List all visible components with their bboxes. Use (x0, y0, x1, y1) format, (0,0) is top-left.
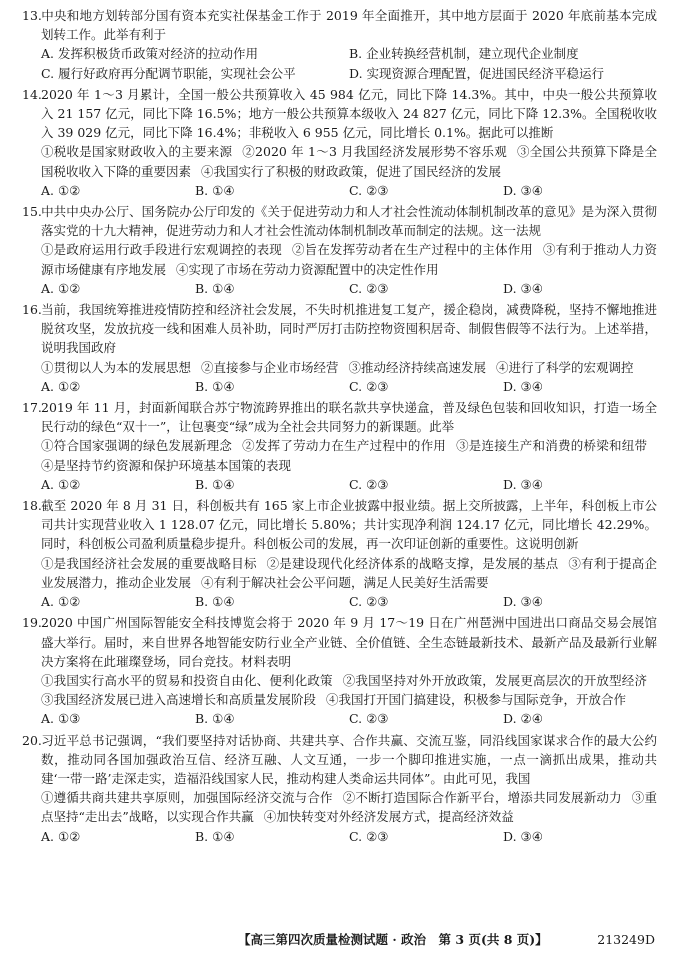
option-b: B. 企业转换经营机制，建立现代企业制度 (349, 46, 579, 62)
answer-options (22, 827, 657, 846)
question-stem (22, 731, 657, 789)
question-stem (22, 85, 657, 143)
statement-3: ③有利于推动人力资源市场健康有序地发展 (41, 242, 657, 277)
question-stem (22, 613, 657, 671)
option-d: D. ③④ (503, 476, 543, 492)
option-c: C. ②③ (349, 476, 389, 492)
statement-4: ④我国实行了积极的财政政策，促进了国民经济的发展 (201, 163, 502, 179)
option-d: D. ③④ (503, 378, 543, 394)
option-a: A. ①② (41, 476, 81, 492)
option-a: A. ①② (41, 828, 81, 844)
answer-options (22, 279, 657, 298)
statement-1: ①符合国家强调的绿色发展新理念 (41, 438, 233, 454)
question-stem (22, 398, 657, 436)
paper-code: 213249D (597, 932, 655, 947)
statement-list (22, 671, 657, 709)
option-d: D. ③④ (503, 828, 543, 844)
question-stem (22, 300, 657, 358)
answer-options (22, 44, 657, 82)
answer-options (22, 181, 657, 200)
statement-4: ④加快转变对外经济发展方式，提高经济效益 (263, 809, 514, 825)
question-20 (22, 731, 657, 846)
statement-2: ②我国坚持对外开放政策，发展更高层次的开放型经济 (342, 672, 647, 688)
statement-2: ②直接参与企业市场经营 (201, 359, 339, 375)
statement-4: ④进行了科学的宏观调控 (496, 359, 634, 375)
statement-list (22, 142, 657, 180)
answer-options (22, 709, 657, 728)
option-c: C. ②③ (349, 280, 389, 296)
statement-2: ②是建设现代化经济体系的战略支撑，是发展的基点 (266, 555, 559, 571)
option-c: C. ②③ (349, 182, 389, 198)
option-b: B. ①④ (195, 280, 235, 296)
statement-4: ④是坚持节约资源和保护环境基本国策的表现 (41, 457, 292, 473)
option-a: A. 发挥积极货币政策对经济的拉动作用 (41, 46, 258, 62)
statement-4: ④有利于解决社会公平问题，满足人民美好生活需要 (201, 574, 489, 590)
stem-text: 2020 中国广州国际智能安全科技博览会将于 2020 年 9 月 17～19 日在广州琶洲中国进出口商品交易会展馆盛大举行。届时，来自世界各地智能安防行业全产业链、全价值链、全生态链最新技术、最新产品及最新行业解决方案将在此璀璨登场，同台竞技。材料表明 (41, 615, 657, 669)
statement-4: ④实现了市场在劳动力资源配置中的决定性作用 (176, 261, 439, 277)
question-number: 20. (22, 732, 42, 748)
footer-title: 【高三第四次质量检测试题 · 政治 第 3 页(共 8 页)】 (238, 932, 548, 947)
question-number: 16. (22, 302, 42, 318)
question-number: 14. (22, 86, 42, 102)
option-a: A. ①② (41, 182, 81, 198)
statement-2: ②发挥了劳动力在生产过程中的作用 (242, 438, 447, 454)
option-c: C. ②③ (349, 594, 389, 610)
stem-text: 当前，我国统筹推进疫情防控和经济社会发展，不失时机推进复工复产，援企稳岗，减费降税，坚持不懈地推进脱贫攻坚，发放抗疫一线和困难人员补助，同时严厉打击防控物资囤积居奇、制假售假等不法行为。上述举措，说明我国政府 (41, 302, 657, 356)
option-b: B. ①④ (195, 711, 235, 727)
statement-1: ①是政府运用行政手段进行宏观调控的表现 (41, 242, 282, 258)
question-13 (22, 6, 657, 83)
question-14 (22, 85, 657, 200)
option-d: D. 实现资源合理配置，促进国民经济平稳运行 (349, 65, 605, 81)
statement-list (22, 788, 657, 826)
question-stem (22, 202, 657, 240)
option-d: D. ②④ (503, 711, 543, 727)
stem-text: 中共中央办公厅、国务院办公厅印发的《关于促进劳动力和人才社会性流动体制机制改革的意见》是为深入贯彻落实党的十九大精神，促进劳动力和人才社会性流动体制机制改革而制定的法规。这一法规 (41, 204, 657, 239)
answer-options (22, 475, 657, 494)
statement-list (22, 554, 657, 592)
question-stem (22, 496, 657, 554)
option-b: B. ①④ (195, 828, 235, 844)
statement-1: ①贯彻以人为本的发展思想 (41, 359, 192, 375)
answer-options (22, 377, 657, 396)
option-b: B. ①④ (195, 594, 235, 610)
question-number: 15. (22, 204, 42, 220)
question-number: 18. (22, 498, 42, 514)
option-a: A. ①③ (41, 711, 81, 727)
question-16 (22, 300, 657, 396)
statement-list (22, 240, 657, 278)
statement-1: ①税收是国家财政收入的主要来源 (41, 144, 233, 160)
statement-4: ④我国打开国门搞建设，积极参与国际竞争，开放合作 (326, 692, 627, 708)
statement-2: ②2020 年 1～3 月我国经济发展形势不容乐观 (242, 144, 507, 160)
statement-1: ①遵循共商共建共享原则，加强国际经济交流与合作 (41, 790, 333, 806)
question-list (22, 6, 657, 848)
question-17 (22, 398, 657, 494)
question-number: 17. (22, 400, 42, 416)
stem-text: 截至 2020 年 8 月 31 日，科创板共有 165 家上市企业披露中报业绩。据上交所披露，上半年，科创板上市公司共计实现营业收入 1 128.07 亿元，同比增长 5.80%；共计实现净利润 124.17 亿元，同比增长 42.29%。同时，科创板公司盈利质量稳步提升。科创板公司的发展，再一次印证创新的重要性。这说明创新 (41, 498, 657, 552)
option-b: B. ①④ (195, 476, 235, 492)
stem-text: 中央和地方划转部分国有资本充实社保基金工作于 2019 年全面推开，其中地方层面于 2020 年底前基本完成划转工作。此举有利于 (41, 8, 657, 43)
option-b: B. ①④ (195, 378, 235, 394)
question-19 (22, 613, 657, 728)
question-number: 19. (22, 615, 42, 631)
statement-3: ③是连接生产和消费的桥梁和纽带 (456, 438, 647, 454)
question-15 (22, 202, 657, 298)
option-a: A. ①② (41, 378, 81, 394)
option-b: B. ①④ (195, 182, 235, 198)
option-d: D. ③④ (503, 182, 543, 198)
answer-options (22, 592, 657, 611)
option-a: A. ①② (41, 594, 81, 610)
statement-3: ③重点坚持“走出去”战略，以实现合作共赢 (41, 790, 657, 825)
option-c: C. 履行好政府再分配调节职能，实现社会公平 (41, 65, 296, 81)
stem-text: 2019 年 11 月，封面新闻联合苏宁物流跨界推出的联名款共享快递盒，普及绿色包装和回收知识，打造一场全民行动的绿色“双十一”，让包裹变“绿”成为全社会共同努力的新课题。此举 (41, 400, 657, 435)
statement-3: ③推动经济持续高速发展 (348, 359, 487, 375)
statement-3: ③全国公共预算下降是全国税收收入下降的重要因素 (41, 144, 657, 179)
question-stem (22, 6, 657, 44)
option-a: A. ①② (41, 280, 81, 296)
option-c: C. ②③ (349, 711, 389, 727)
option-c: C. ②③ (349, 378, 389, 394)
statement-2: ②不断打造国际合作新平台，增添共同发展新动力 (342, 790, 622, 806)
option-c: C. ②③ (349, 828, 389, 844)
statement-list (22, 436, 657, 474)
statement-list (22, 358, 657, 377)
statement-2: ②旨在发挥劳动者在生产过程中的主体作用 (292, 242, 533, 258)
option-d: D. ③④ (503, 594, 543, 610)
option-d: D. ③④ (503, 280, 543, 296)
statement-3: ③我国经济发展已进入高速增长和高质量发展阶段 (41, 692, 317, 708)
question-18 (22, 496, 657, 611)
stem-text: 2020 年 1～3 月累计，全国一般公共预算收入 45 984 亿元，同比下降 14.3%。其中，中央一般公共预算收入 21 157 亿元，同比下降 16.5%；地方一般公共预算本级收入 24 827 亿元，同比下降 12.3%。全国税收收入 39 029 亿元，同比下降 16.4%；非税收入 6 955 亿元，同比增长 0.1%。据此可以推断 (41, 86, 657, 141)
statement-1: ①是我国经济社会发展的重要战略目标 (41, 555, 257, 571)
statement-1: ①我国实行高水平的贸易和投资自由化、便利化政策 (41, 672, 333, 688)
statement-3: ③有利于提高企业发展潜力，推动企业发展 (41, 555, 657, 590)
stem-text: 习近平总书记强调，“我们要坚持对话协商、共建共享、合作共赢、交流互鉴，同沿线国家谋求合作的最大公约数，推动同各国加强政治互信、经济互融、人文互通，一步一个脚印推进实施，一点一滴抓出成果，推动共建‘一带一路’走深走实，造福沿线国家人民，推动构建人类命运共同体”。由此可见，我国 (41, 732, 657, 786)
question-number: 13. (22, 8, 42, 23)
